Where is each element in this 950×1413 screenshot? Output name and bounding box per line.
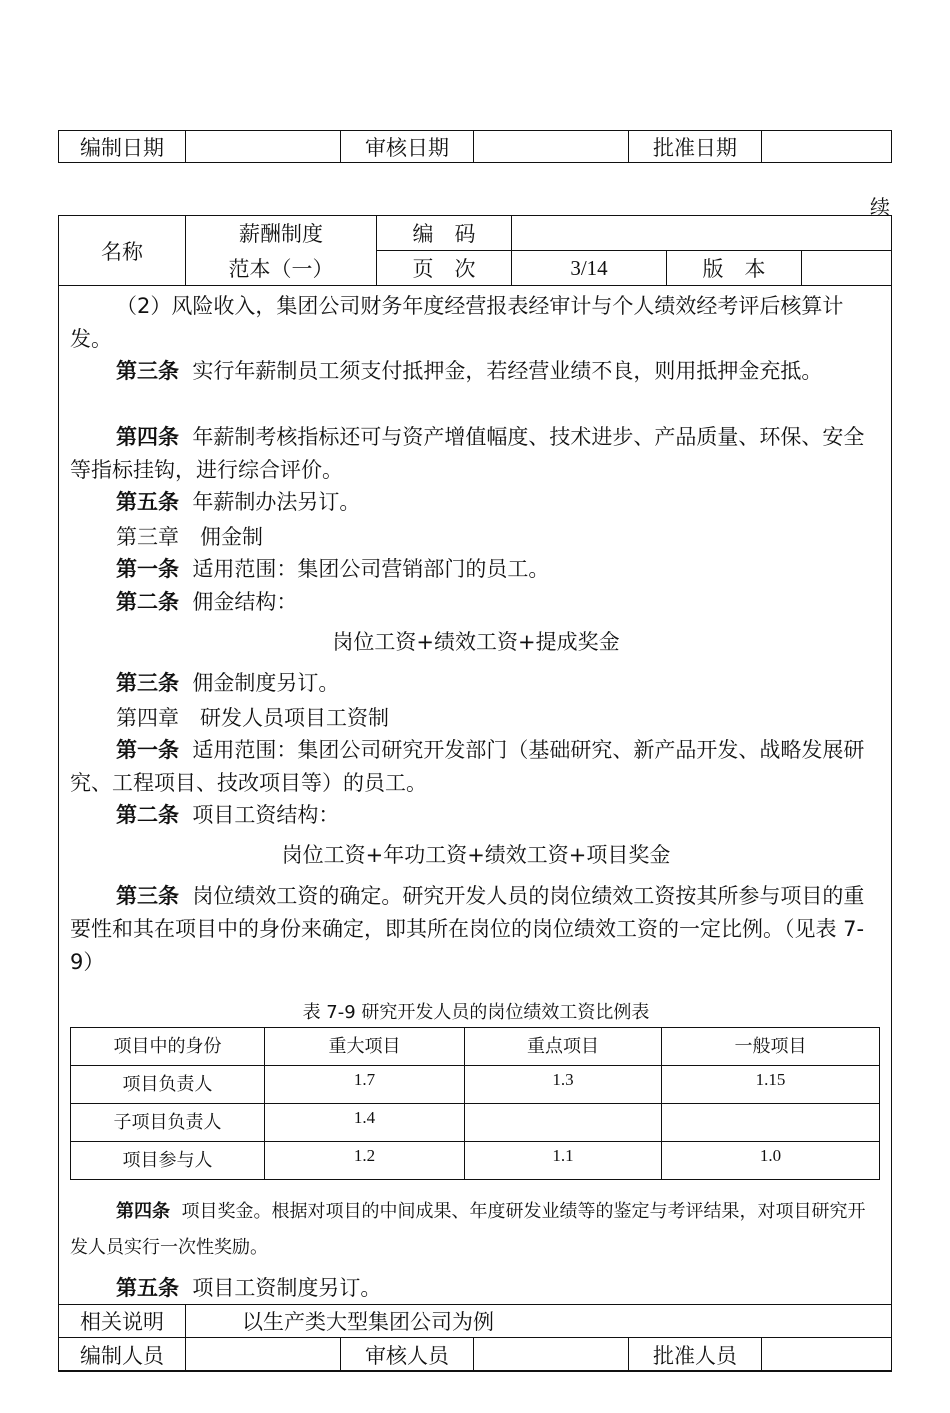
ratio-table (70, 1027, 880, 1180)
role-cell: 项目负责人 (71, 1066, 265, 1104)
page-value: 3/14 (512, 251, 667, 286)
compile-date-value[interactable] (186, 131, 341, 163)
ratio-table-header: 重点项目 (465, 1028, 662, 1066)
article-label: 第三条 (116, 884, 179, 908)
article-label: 第五条 (116, 490, 179, 514)
chapter-4-article-2 (70, 799, 882, 832)
article-text: 项目工资制度另订。 (192, 1276, 382, 1300)
reviewer-value[interactable] (474, 1338, 629, 1372)
continued-mark: 续 (870, 195, 890, 219)
name-label: 名称 (59, 216, 186, 286)
risk-income-text: （2）风险收入，集团公司财务年度经营报表经审计与个人绩效经考评后核算计发。 (70, 294, 844, 351)
article-text: 项目工资结构： (192, 803, 340, 827)
chapter-3-title: 第三章 佣金制 (116, 525, 263, 549)
role-cell: 项目参与人 (71, 1142, 265, 1180)
table-row (71, 1142, 880, 1180)
article-text: 佣金结构： (192, 590, 298, 614)
role-cell: 子项目负责人 (71, 1104, 265, 1142)
article-text: 实行年薪制员工须支付抵押金，若经营业绩不良，则用抵押金充抵。 (192, 359, 823, 383)
reviewer-label: 审核人员 (341, 1338, 474, 1372)
article-3 (70, 355, 882, 388)
approver-value[interactable] (762, 1338, 892, 1372)
ratio-table-header: 重大项目 (265, 1028, 465, 1066)
ratio-cell: 1.2 (265, 1142, 465, 1180)
article-label: 第二条 (116, 803, 179, 827)
top-dates-table (58, 130, 892, 163)
article-text: 年薪制考核指标还可与资产增值幅度、技术进步、产品质量、环保、安全等指标挂钩，进行综合评价。 (70, 425, 865, 482)
approve-date-value[interactable] (762, 131, 892, 163)
approve-date-label: 批准日期 (629, 131, 762, 163)
review-date-label: 审核日期 (341, 131, 474, 163)
article-text: 年薪制办法另订。 (192, 490, 361, 514)
table-row (71, 1066, 880, 1104)
table-row (71, 1104, 880, 1142)
chapter-4-title: 第四章 研发人员项目工资制 (116, 706, 389, 730)
chapter-4-article-1 (70, 734, 882, 800)
ratio-cell: 1.15 (662, 1066, 880, 1104)
article-5 (70, 486, 882, 519)
compiler-label: 编制人员 (59, 1338, 186, 1372)
related-note-label: 相关说明 (59, 1305, 186, 1338)
code-label: 编 码 (377, 216, 512, 251)
version-label: 版 本 (667, 251, 802, 286)
ratio-cell (662, 1104, 880, 1142)
article-label: 第一条 (116, 738, 179, 762)
ratio-cell: 1.4 (265, 1104, 465, 1142)
compile-date-label: 编制日期 (59, 131, 186, 163)
article-text: 佣金制度另订。 (192, 671, 340, 695)
ratio-cell: 1.3 (465, 1066, 662, 1104)
article-label: 第三条 (116, 671, 179, 695)
formula-commission: 岗位工资+绩效工资+提成奖金 (332, 630, 620, 654)
article-label: 第五条 (116, 1276, 179, 1300)
approver-label: 批准人员 (629, 1338, 762, 1372)
compiler-value[interactable] (186, 1338, 341, 1372)
article-text: 适用范围：集团公司研究开发部门（基础研究、新产品开发、战略发展研究、工程项目、技改项目等）的员工。 (70, 738, 865, 795)
table-caption: 表 7-9 研究开发人员的岗位绩效工资比例表 (302, 1002, 650, 1023)
ratio-table-header: 项目中的身份 (71, 1028, 265, 1066)
article-label: 第一条 (116, 557, 179, 581)
formula-project-wage: 岗位工资+年功工资+绩效工资+项目奖金 (281, 843, 671, 867)
article-text: 项目奖金。根据对项目的中间成果、年度研发业绩等的鉴定与考评结果，对项目研究开发人员实行一次性奖励。 (70, 1201, 866, 1258)
article-label: 第二条 (116, 590, 179, 614)
chapter-4-article-3 (70, 880, 882, 979)
doc-title-line2: 范本（一） (186, 251, 377, 286)
doc-title-line1: 薪酬制度 (186, 216, 377, 251)
ratio-cell (465, 1104, 662, 1142)
chapter-4-article-5 (70, 1272, 882, 1305)
related-note-text: 以生产类大型集团公司为例 (186, 1305, 892, 1338)
code-value[interactable] (512, 216, 892, 251)
ratio-cell: 1.0 (662, 1142, 880, 1180)
header-table (58, 215, 892, 286)
chapter-3-article-3 (70, 667, 882, 700)
page-label: 页 次 (377, 251, 512, 286)
article-4 (70, 421, 882, 487)
article-text: 岗位绩效工资的确定。研究开发人员的岗位绩效工资按其所参与项目的重要性和其在项目中的身份来确定，即其所在岗位的岗位绩效工资的一定比例。（见表 7-9） (70, 884, 865, 974)
ratio-cell: 1.1 (465, 1142, 662, 1180)
review-date-value[interactable] (474, 131, 629, 163)
version-value[interactable] (802, 251, 892, 286)
paragraph-risk-income (70, 290, 882, 356)
chapter-3-article-1 (70, 553, 882, 586)
chapter-3-article-2 (70, 586, 882, 619)
ratio-table-header: 一般项目 (662, 1028, 880, 1066)
article-label: 第三条 (116, 359, 179, 383)
ratio-cell: 1.7 (265, 1066, 465, 1104)
article-text: 适用范围：集团公司营销部门的员工。 (192, 557, 550, 581)
chapter-4-article-4 (70, 1194, 882, 1266)
article-label: 第四条 (116, 425, 179, 449)
footer-table (58, 1304, 892, 1372)
article-label: 第四条 (116, 1201, 170, 1222)
